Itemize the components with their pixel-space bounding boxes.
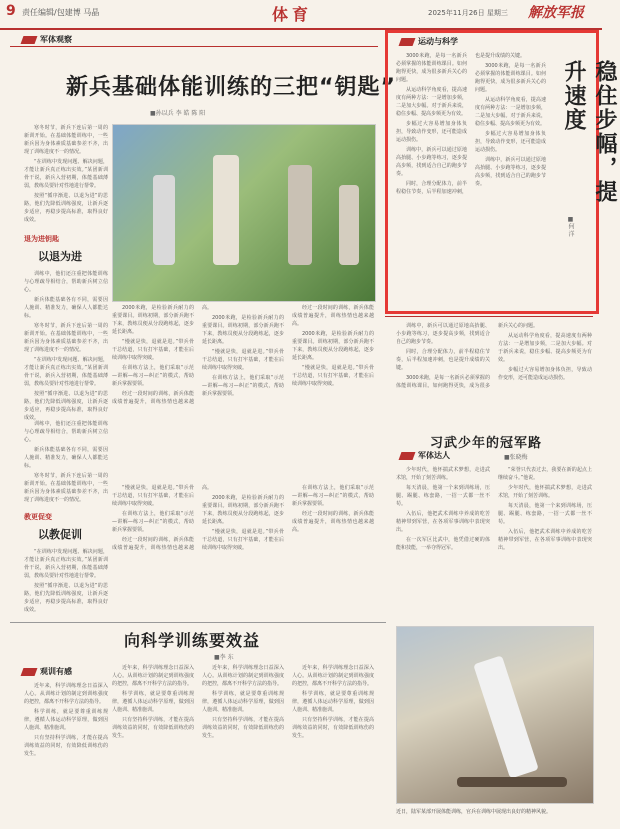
text-columns-right-mid bbox=[396, 322, 592, 426]
editors-line: 责任编辑/包建博 马晶 bbox=[22, 8, 100, 17]
paragraph: 近年来，科学训练理念日益深入人心。从训练计划的制定到训练强度的把控，都离不开科学方法的指导。 bbox=[24, 683, 108, 705]
text-columns-mid-b bbox=[112, 484, 374, 614]
paragraph: 在训练方法上，他们采取“示范—讲解—练习—纠正”的模式，帮助新兵掌握要领。 bbox=[292, 485, 374, 507]
paragraph: 经过一段时间的训练，新兵体能成绩普遍提升，训练热情也越来越高。 bbox=[112, 305, 213, 405]
column-label-left: 军体观察 bbox=[22, 34, 72, 45]
vertical-headline: 稳住步幅，提升速度 bbox=[561, 60, 617, 204]
paragraph: 同时，合理分配体力，前半程稳住节奏，后半程加速冲刺，也是提升成绩的关键。 bbox=[396, 349, 490, 371]
paragraph: 经过一段时间的训练，新兵体能成绩普遍提升，训练热情也越来越高。 bbox=[292, 511, 374, 533]
subsection-label: 退为进钥匙 bbox=[24, 235, 59, 243]
paragraph: 只有坚持科学训练，才能在提高训练效益的同时，有效降低训练伤的发生。 bbox=[202, 717, 284, 739]
paragraph: “慢就是快，退就是进。”带兵骨干总结道，只有打牢基础，才能在后续训练中取得突破。 bbox=[112, 339, 194, 361]
headline-left: 新兵基础体能训练的三把“钥匙” bbox=[66, 75, 396, 100]
player-figure bbox=[213, 155, 239, 265]
text-columns-right-bottom bbox=[396, 466, 592, 620]
page-number: 9 bbox=[6, 3, 16, 19]
text-column-1 bbox=[24, 124, 108, 421]
column-mark-icon bbox=[21, 668, 38, 676]
paragraph: 近年来，科学训练理念日益深入人心。从训练计划的制定到训练强度的把控，都离不开科学方法的指导。 bbox=[112, 665, 194, 687]
byline-left: ■孙以兵 李 皓 陈 阳 bbox=[150, 110, 206, 117]
paragraph: 按照“循序渐进、以退为进”的思路，他们先降低训练强度，让新兵逐步适应，再稳步提高标准，取得良好成效。 bbox=[24, 193, 108, 223]
column-label-military-expert: 军体达人 bbox=[400, 450, 450, 461]
column-label-right: 运动与科学 bbox=[400, 36, 458, 47]
paragraph: 新兵体能基础各有不同，需要因人施训、精准发力，确保人人都能达标。 bbox=[24, 447, 108, 469]
text-columns-right bbox=[396, 52, 546, 300]
paragraph: 步幅过大容易增加身体负担，导致动作变形，还可能造成运动损伤。 bbox=[475, 131, 546, 153]
text-columns-bottom bbox=[112, 664, 374, 814]
headline-right-bottom: 习武少年的冠军路 bbox=[430, 436, 543, 451]
divider bbox=[10, 46, 378, 47]
paragraph: 步幅过大容易增加身体负担，导致动作变形，还可能造成运动损伤。 bbox=[498, 367, 592, 381]
paragraph: 只有坚持科学训练，才能在提高训练效益的同时，有效降低训练伤的发生。 bbox=[24, 735, 108, 757]
martial-arts-photo bbox=[396, 626, 594, 804]
paragraph: 寒冬时节，新兵下连后第一周的新训开始。在基础体能训练中，一些新兵因为身体素质基础参差不齐，出现了训练进度不一的情况。 bbox=[24, 323, 108, 353]
text-columns-mid bbox=[112, 304, 374, 480]
paragraph: 只有坚持科学训练，才能在提高训练效益的同时，有效降低训练伤的发生。 bbox=[112, 717, 194, 739]
paragraph: 3000米跑，是每一名新兵必须掌握的体能训练课目。如何跑得更快，成为很多新兵关心的问题。 bbox=[396, 323, 539, 389]
paragraph: 每天清晨，他第一个来到训练场，压腿、踢腿、练套路，一招一式都一丝不苟。 bbox=[396, 485, 490, 507]
paragraph: 科学训练，就是要尊重训练规律，遵循人体运动科学原理，做到因人施训、精准施训。 bbox=[24, 709, 108, 731]
paragraph: 少年时代，他怀揣武术梦想，走进武术馆，开始了刻苦训练。 bbox=[396, 467, 490, 481]
player-figure bbox=[339, 185, 359, 265]
paragraph: “在训练中发现问题、解决问题，才能让新兵真正练出实效。”某团新训骨干说，新兵入营初期，体能基础薄弱，教练员要针对性地进行帮带。 bbox=[24, 549, 108, 579]
paragraph: 入伍后，他把武术训练中养成的吃苦精神带到军营，在各项军事训练中表现突出。 bbox=[498, 529, 592, 551]
paragraph: 从运动科学角度看，提高速度有两种方法：一是增加步频，二是加大步幅。对于新兵来说，稳住步幅、提高步频更为有效。 bbox=[396, 87, 467, 117]
column-mark-icon bbox=[21, 36, 38, 44]
paragraph: 在训练方法上，他们采取“示范—讲解—练习—纠正”的模式，帮助新兵掌握要领。 bbox=[112, 511, 194, 533]
paragraph: 训练中，新兵可以通过原地高抬腿、小步跑等练习，逐步提高步频，找到适合自己的跑步节奏。 bbox=[396, 323, 490, 345]
paragraph: 3000米跑，是每一名新兵必须掌握的体能训练课目。如何跑得更快，成为很多新兵关心的问题。 bbox=[475, 63, 546, 93]
paragraph: 经过一段时间的训练，新兵体能成绩普遍提升，训练热情也越来越高。 bbox=[112, 485, 213, 551]
paragraph: 每天清晨，他第一个来到训练场，压腿、踢腿、练套路，一招一式都一丝不苟。 bbox=[498, 503, 592, 525]
paragraph: 同时，合理分配体力，前半程稳住节奏，后半程加速冲刺，也是提升成绩的关键。 bbox=[396, 53, 526, 195]
paragraph: 只有坚持科学训练，才能在提高训练效益的同时，有效降低训练伤的发生。 bbox=[292, 717, 374, 739]
paragraph: 训练中，他们还注重把体能训练与心理疏导相结合，帮助新兵树立信心。 bbox=[24, 421, 108, 443]
player-figure bbox=[288, 165, 312, 265]
text-column-1b bbox=[24, 420, 108, 616]
paragraph: 训练中，新兵可以通过原地高抬腿、小步跑等练习，逐步提高步频，找到适合自己的跑步节奏。 bbox=[396, 147, 467, 177]
paragraph: 训练中，新兵可以通过原地高抬腿、小步跑等练习，逐步提高步频，找到适合自己的跑步节奏。 bbox=[475, 157, 546, 187]
ground bbox=[457, 777, 567, 787]
byline-right: ■何 洋 bbox=[567, 216, 574, 237]
paragraph: “慢就是快，退就是进。”带兵骨干总结道，只有打牢基础，才能在后续训练中取得突破。 bbox=[202, 529, 284, 551]
paragraph: 科学训练，就是要尊重训练规律，遵循人体运动科学原理，做到因人施训、精准施训。 bbox=[292, 691, 374, 713]
photo-caption: 近日，陆军某部开展体能训练，官兵在训练中展现出良好的精神风貌。 bbox=[396, 809, 552, 815]
paragraph: “荣誉只代表过去，我要在新的起点上继续奋斗。”他说。 bbox=[498, 467, 592, 481]
newspaper-logo: 解放军报 bbox=[528, 5, 584, 21]
paragraph: 步幅过大容易增加身体负担，导致动作变形，还可能造成运动损伤。 bbox=[396, 121, 467, 143]
paragraph: 从运动科学角度看，提高速度有两种方法：一是增加步频，二是加大步幅。对于新兵来说，稳住步幅、提高步频更为有效。 bbox=[498, 333, 592, 363]
column-mark-icon bbox=[399, 452, 416, 460]
paragraph: 科学训练，就是要尊重训练规律，遵循人体运动科学原理，做到因人施训、精准施训。 bbox=[202, 691, 284, 713]
subsection-title: 以退为进 bbox=[38, 250, 82, 263]
paragraph: 2000米跑，是检验新兵耐力的重要课目。训练初期，部分新兵跑不下来，教练员便从分段跑练起，逐步延长距离。 bbox=[292, 331, 374, 361]
paragraph: 2000米跑，是检验新兵耐力的重要课目。训练初期，部分新兵跑不下来，教练员便从分段跑练起，逐步延长距离。 bbox=[202, 495, 284, 525]
paragraph: 新兵体能基础各有不同，需要因人施训、精准发力，确保人人都能达标。 bbox=[24, 297, 108, 319]
paragraph: 近年来，科学训练理念日益深入人心。从训练计划的制定到训练强度的把控，都离不开科学方法的指导。 bbox=[292, 665, 374, 687]
paragraph: “慢就是快，退就是进。”带兵骨干总结道，只有打牢基础，才能在后续训练中取得突破。 bbox=[292, 365, 374, 387]
paragraph: 在一次军区比武中，他凭借过硬的体能和技能，一举夺得冠军。 bbox=[396, 537, 490, 551]
text-column-bottom-left bbox=[24, 682, 108, 814]
subsection-label: 教更促变 bbox=[24, 513, 52, 521]
paragraph: 在训练方法上，他们采取“示范—讲解—练习—纠正”的模式，帮助新兵掌握要领。 bbox=[202, 375, 284, 397]
paragraph: 科学训练，就是要尊重训练规律，遵循人体运动科学原理，做到因人施训、精准施训。 bbox=[112, 691, 194, 713]
paragraph: “慢就是快，退就是进。”带兵骨干总结道，只有打牢基础，才能在后续训练中取得突破。 bbox=[202, 349, 284, 371]
paragraph: 按照“循序渐进、以退为进”的思路，他们先降低训练强度，让新兵逐步适应，再稳步提高标准，取得良好成效。 bbox=[24, 583, 108, 613]
paragraph: 按照“循序渐进、以退为进”的思路，他们先降低训练强度，让新兵逐步适应，再稳步提高标准，取得良好成效。 bbox=[24, 391, 108, 421]
paragraph: “在训练中发现问题、解决问题，才能让新兵真正练出实效。”某团新训骨干说，新兵入营初期，体能基础薄弱，教练员要针对性地进行帮带。 bbox=[24, 159, 108, 189]
paragraph: 入伍后，他把武术训练中养成的吃苦精神带到军营，在各项军事训练中表现突出。 bbox=[396, 511, 490, 533]
byline-bottom: ■李 东 bbox=[214, 654, 234, 661]
byline-right-bottom: ■张晓梅 bbox=[504, 454, 528, 461]
paragraph: 训练中，他们还注重把体能训练与心理疏导相结合，帮助新兵树立信心。 bbox=[24, 271, 108, 293]
headline-bottom: 向科学训练要效益 bbox=[124, 631, 261, 650]
paragraph: 在训练方法上，他们采取“示范—讲解—练习—纠正”的模式，帮助新兵掌握要领。 bbox=[112, 365, 194, 387]
paragraph: 3000米跑，是每一名新兵必须掌握的体能训练课目。如何跑得更快，成为很多新兵关心的问题。 bbox=[396, 53, 467, 83]
section-title: 体育 bbox=[272, 5, 313, 24]
paragraph: “慢就是快，退就是进。”带兵骨干总结道，只有打牢基础，才能在后续训练中取得突破。 bbox=[112, 485, 194, 507]
paragraph: 2000米跑，是检验新兵耐力的重要课目。训练初期，部分新兵跑不下来，教练员便从分段跑练起，逐步延长距离。 bbox=[112, 305, 194, 335]
training-photo bbox=[112, 124, 376, 302]
paragraph: 从运动科学角度看，提高速度有两种方法：一是增加步频，二是加大步幅。对于新兵来说，稳住步幅、提高步频更为有效。 bbox=[475, 97, 546, 127]
paragraph: 2000米跑，是检验新兵耐力的重要课目。训练初期，部分新兵跑不下来，教练员便从分段跑练起，逐步延长距离。 bbox=[202, 315, 284, 345]
athlete-figure bbox=[473, 655, 539, 778]
paragraph: “在训练中发现问题、解决问题，才能让新兵真正练出实效。”某团新训骨干说，新兵入营初期，体能基础薄弱，教练员要针对性地进行帮带。 bbox=[24, 357, 108, 387]
player-figure bbox=[153, 175, 175, 265]
paragraph: 少年时代，他怀揣武术梦想，走进武术馆，开始了刻苦训练。 bbox=[498, 485, 592, 499]
divider bbox=[10, 622, 386, 623]
paragraph: 经过一段时间的训练，新兵体能成绩普遍提升，训练热情也越来越高。 bbox=[292, 305, 374, 327]
paragraph: 寒冬时节，新兵下连后第一周的新训开始。在基础体能训练中，一些新兵因为身体素质基础参差不齐，出现了训练进度不一的情况。 bbox=[24, 125, 108, 155]
paragraph: 近年来，科学训练理念日益深入人心。从训练计划的制定到训练强度的把控，都离不开科学方法的指导。 bbox=[202, 665, 284, 687]
paragraph: 寒冬时节，新兵下连后第一周的新训开始。在基础体能训练中，一些新兵因为身体素质基础参差不齐，出现了训练进度不一的情况。 bbox=[24, 473, 108, 503]
column-mark-icon bbox=[399, 38, 416, 46]
subsection-title: 以教促训 bbox=[38, 528, 82, 541]
column-label-bottom: 观训有感 bbox=[22, 666, 72, 677]
divider bbox=[385, 316, 593, 317]
issue-date: 2025年11月26日 星期三 bbox=[428, 9, 508, 17]
